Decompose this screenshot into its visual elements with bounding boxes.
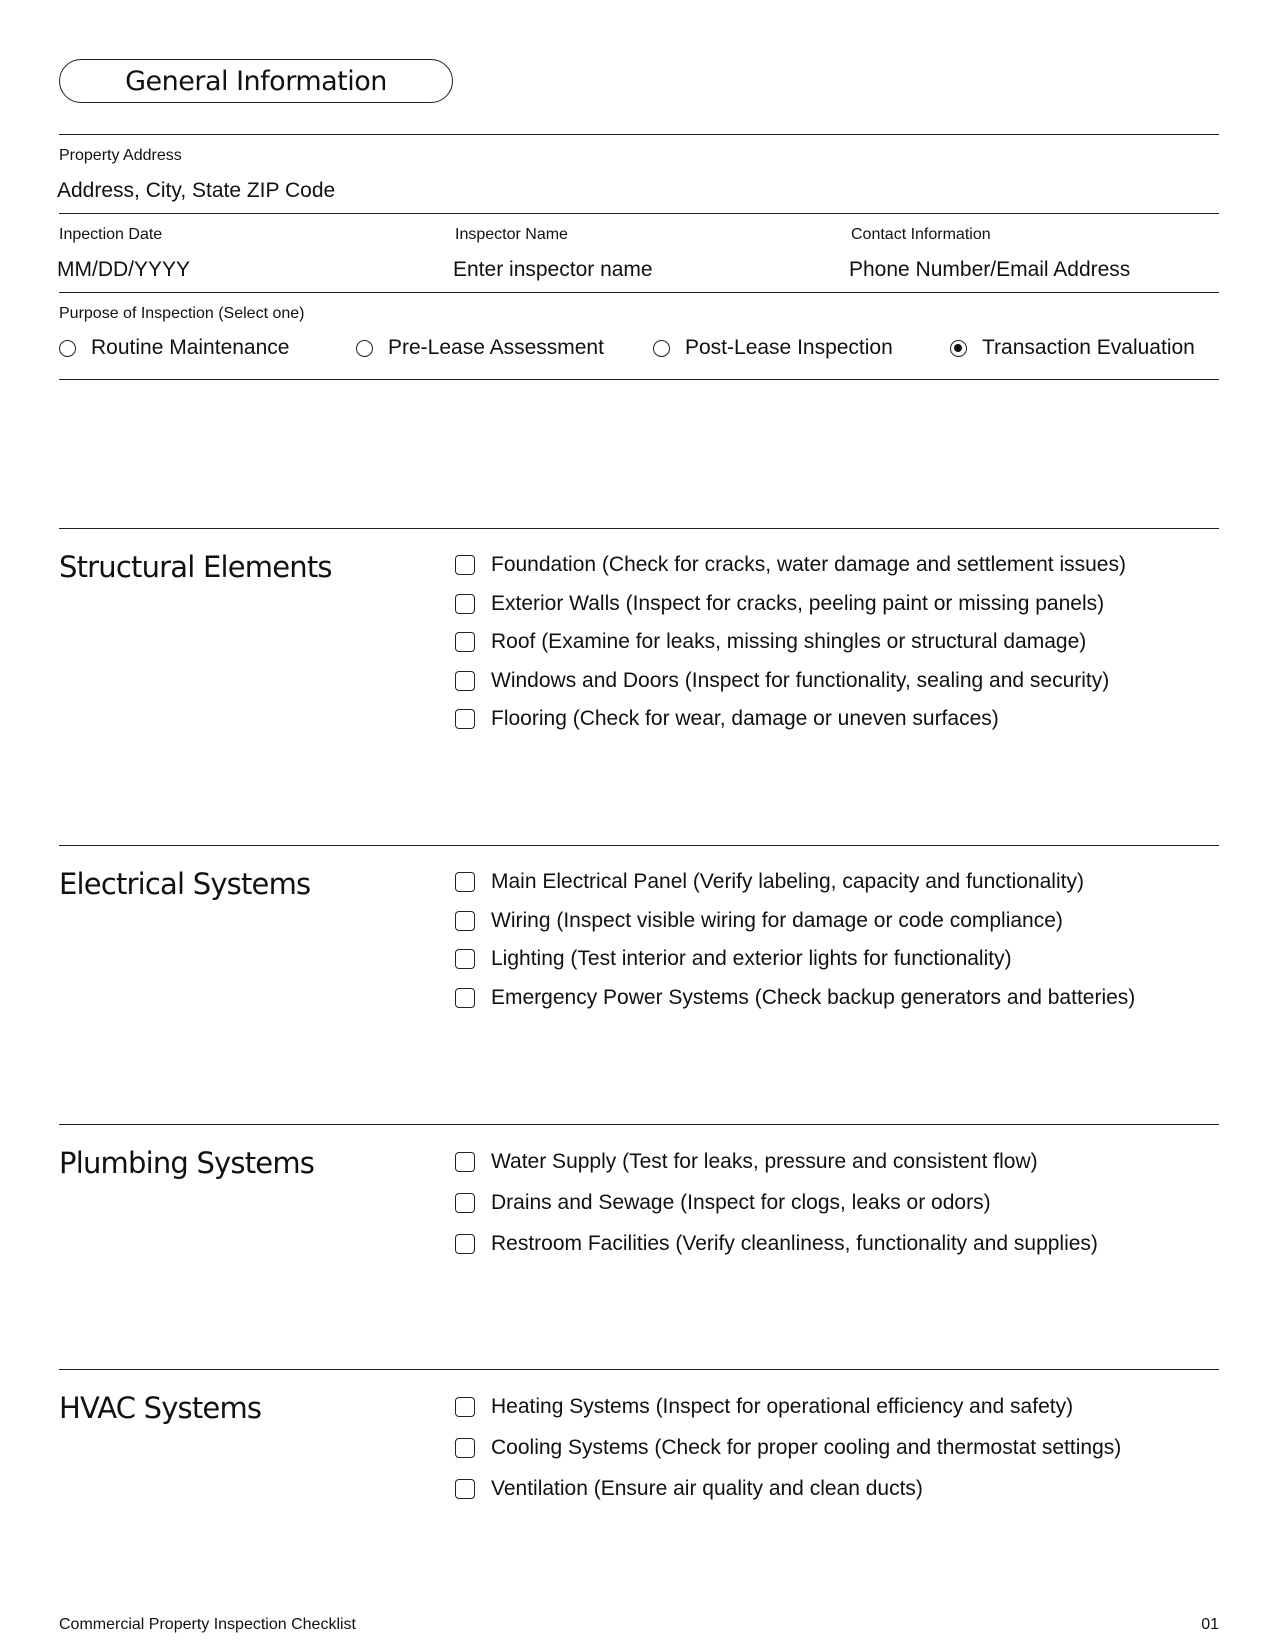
checkbox[interactable] — [455, 872, 475, 892]
inspector-name-label: Inspector Name — [455, 226, 568, 243]
electrical-checklist — [455, 863, 1135, 1017]
checkbox[interactable] — [455, 555, 475, 575]
structural-checklist — [455, 546, 1126, 739]
footer-page-number: 01 — [1201, 1616, 1219, 1633]
inspection-date-input[interactable] — [57, 258, 387, 282]
section-divider — [59, 528, 1219, 529]
checkbox[interactable] — [455, 1397, 475, 1417]
radio-routine-maintenance[interactable] — [59, 336, 289, 360]
checkbox[interactable] — [455, 671, 475, 691]
checkbox[interactable] — [455, 949, 475, 969]
checkbox[interactable] — [455, 594, 475, 614]
checklist-item-label: Lighting (Test interior and exterior lights for functionality) — [491, 947, 1012, 971]
checklist-item[interactable] — [455, 979, 1135, 1018]
section-divider — [59, 1124, 1219, 1125]
checklist-item[interactable] — [455, 1468, 1121, 1509]
checklist-item-label: Cooling Systems (Check for proper cooling and thermostat settings) — [491, 1435, 1122, 1459]
radio-label: Routine Maintenance — [91, 336, 290, 359]
property-address-input[interactable] — [57, 179, 557, 203]
purpose-radio-group — [59, 336, 1219, 362]
checklist-item-label: Foundation (Check for cracks, water damage and settlement issues) — [491, 553, 1126, 577]
checklist-item-label: Emergency Power Systems (Check backup generators and batteries) — [491, 985, 1136, 1009]
radio-label: Post-Lease Inspection — [685, 336, 893, 359]
checklist-item[interactable] — [455, 546, 1126, 585]
checkbox[interactable] — [455, 1234, 475, 1254]
checklist-item[interactable] — [455, 1427, 1121, 1468]
section-divider — [59, 1369, 1219, 1370]
checkbox[interactable] — [455, 988, 475, 1008]
property-address-label: Property Address — [59, 147, 182, 164]
contact-information-input[interactable] — [849, 258, 1209, 282]
hvac-checklist — [455, 1386, 1121, 1509]
divider — [59, 292, 1219, 293]
structural-elements-heading: Structural Elements — [59, 550, 332, 584]
hvac-systems-heading: HVAC Systems — [59, 1391, 262, 1425]
footer-document-title: Commercial Property Inspection Checklist — [59, 1616, 356, 1633]
general-information-heading: General Information — [59, 59, 453, 103]
radio-pre-lease-assessment[interactable] — [356, 336, 604, 360]
checklist-item[interactable] — [455, 585, 1126, 624]
radio-button[interactable] — [59, 340, 76, 357]
checklist-item[interactable] — [455, 700, 1126, 739]
divider — [59, 379, 1219, 380]
inspector-name-input[interactable] — [453, 258, 783, 282]
checklist-item-label: Drains and Sewage (Inspect for clogs, leaks or odors) — [491, 1190, 991, 1214]
checklist-item[interactable] — [455, 902, 1135, 941]
radio-transaction-evaluation[interactable] — [950, 336, 1195, 360]
checkbox[interactable] — [455, 911, 475, 931]
radio-button[interactable] — [653, 340, 670, 357]
electrical-systems-heading: Electrical Systems — [59, 867, 311, 901]
checklist-item[interactable] — [455, 940, 1135, 979]
checklist-item-label: Roof (Examine for leaks, missing shingles or structural damage) — [491, 630, 1087, 654]
checklist-item-label: Main Electrical Panel (Verify labeling, capacity and functionality) — [491, 870, 1084, 894]
checkbox[interactable] — [455, 709, 475, 729]
plumbing-systems-heading: Plumbing Systems — [59, 1146, 315, 1180]
checklist-item-label: Restroom Facilities (Verify cleanliness, functionality and supplies) — [491, 1231, 1098, 1255]
checklist-item-label: Ventilation (Ensure air quality and clean ducts) — [491, 1476, 923, 1500]
radio-post-lease-inspection[interactable] — [653, 336, 893, 360]
checkbox[interactable] — [455, 1193, 475, 1213]
checklist-item[interactable] — [455, 1141, 1098, 1182]
checkbox[interactable] — [455, 1479, 475, 1499]
checkbox[interactable] — [455, 632, 475, 652]
checklist-item[interactable] — [455, 1223, 1098, 1264]
checkbox[interactable] — [455, 1152, 475, 1172]
checklist-item-label: Heating Systems (Inspect for operational efficiency and safety) — [491, 1394, 1074, 1418]
checklist-item-label: Exterior Walls (Inspect for cracks, peeling paint or missing panels) — [491, 591, 1105, 615]
checkbox[interactable] — [455, 1438, 475, 1458]
radio-button[interactable] — [356, 340, 373, 357]
radio-label: Pre-Lease Assessment — [388, 336, 604, 359]
checklist-item[interactable] — [455, 1182, 1098, 1223]
radio-button[interactable] — [950, 340, 967, 357]
checklist-item-label: Wiring (Inspect visible wiring for damage or code compliance) — [491, 908, 1063, 932]
checklist-item[interactable] — [455, 1386, 1121, 1427]
checklist-item[interactable] — [455, 623, 1126, 662]
inspection-date-label: Inpection Date — [59, 226, 163, 243]
section-divider — [59, 845, 1219, 846]
checklist-item[interactable] — [455, 863, 1135, 902]
checklist-item-label: Windows and Doors (Inspect for functionality, sealing and security) — [491, 668, 1110, 692]
plumbing-checklist — [455, 1141, 1098, 1264]
checklist-item-label: Water Supply (Test for leaks, pressure and consistent flow) — [491, 1149, 1038, 1173]
purpose-label: Purpose of Inspection (Select one) — [59, 305, 305, 322]
divider — [59, 134, 1219, 135]
contact-information-label: Contact Information — [851, 226, 991, 243]
checklist-item-label: Flooring (Check for wear, damage or uneven surfaces) — [491, 707, 999, 731]
radio-label: Transaction Evaluation — [982, 336, 1195, 359]
checklist-item[interactable] — [455, 662, 1126, 701]
divider — [59, 213, 1219, 214]
